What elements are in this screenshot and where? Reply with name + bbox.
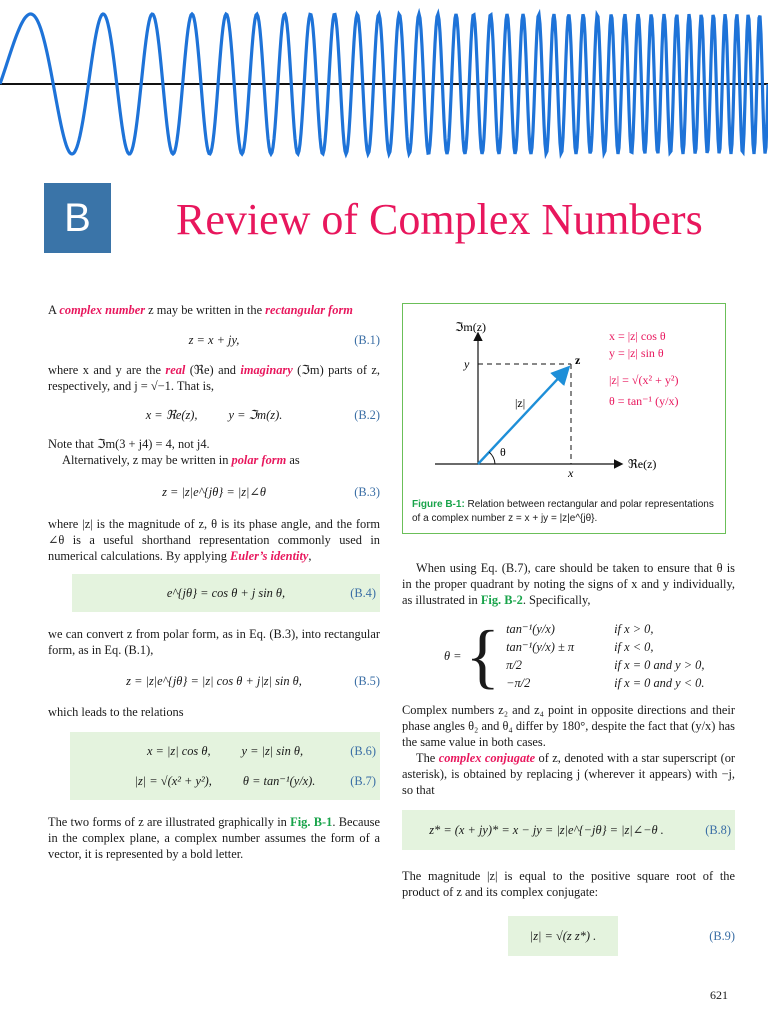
case-condition: if x = 0 and y < 0. bbox=[614, 676, 705, 690]
paragraph-relations: which leads to the relations bbox=[48, 705, 184, 719]
paragraph-magnitude: The magnitude |z| is equal to the positive square root of the product of z and its complex conjugate: bbox=[402, 869, 735, 899]
case-row bbox=[500, 620, 710, 638]
z-label: z bbox=[575, 353, 581, 367]
equation-b3: z = |z|e^{jθ} = |z|∠θ (B.3) bbox=[162, 485, 380, 499]
equation-b2: x = ℜe(z), y = ℑm(z). (B.2) bbox=[145, 408, 380, 422]
equation-b1: z = x + jy, (B.1) bbox=[188, 333, 380, 347]
case-condition: if x = 0 and y > 0, bbox=[614, 658, 705, 672]
im-axis-label: ℑm(z) bbox=[455, 320, 487, 334]
case-row bbox=[500, 638, 710, 656]
paragraph-quadrant: When using Eq. (B.7), care should be taken to ensure that θ is in the proper quadrant by noting the signs of x and y individually, as illustrated in Fig. B-2. Specifically, bbox=[402, 561, 735, 607]
z-vector bbox=[478, 369, 567, 464]
y-label: y bbox=[464, 357, 470, 371]
paragraph-polar: Alternatively, z may be written in polar form as bbox=[62, 453, 300, 467]
page-number: 621 bbox=[710, 988, 728, 1002]
paragraph-real-imag: where x and y are the real (ℜe) and imaginary (ℑm) parts of z, respectively, and j = √−1. That is, bbox=[48, 363, 380, 393]
equation-b6: x = |z| cos θ, y = |z| sin θ, (B.6) bbox=[146, 744, 376, 758]
eq-y-label: y = |z| sin θ bbox=[609, 346, 664, 360]
figure-b1-caption: Figure B-1: Relation between rectangular and polar representations of a complex number z = x + jy = |z|e^{jθ}. bbox=[412, 499, 714, 524]
theta-label: θ bbox=[500, 445, 506, 459]
paragraph-graphical: The two forms of z are illustrated graphically in Fig. B-1. Because in the complex plane, a complex number assumes the form of a vector, it is represented by a bold letter. bbox=[48, 815, 380, 861]
equation-b5: z = |z|e^{jθ} = |z| cos θ + j|z| sin θ, (B.5) bbox=[126, 674, 380, 688]
case-expression: tan⁻¹(y/x) ± π bbox=[506, 640, 575, 654]
equation-theta-cases: θ = { tan⁻¹(y/x) if x > 0, tan⁻¹(y/x) ± π if x < 0, π/2 if x = 0 and y > 0, −π/2 if x = 0 and y < 0. bbox=[444, 620, 735, 692]
figure-b2-link[interactable]: Fig. B-2 bbox=[480, 593, 523, 607]
wave-banner bbox=[0, 0, 768, 185]
paragraph-euler: where |z| is the magnitude of z, θ is its phase angle, and the form ∠θ is a useful shorthand representation commonly used in numerical calculations. By applying Euler’s identity, bbox=[48, 517, 380, 563]
figure-b1-link[interactable]: Fig. B-1 bbox=[290, 815, 333, 829]
case-expression: π/2 bbox=[506, 658, 522, 672]
case-condition: if x < 0, bbox=[614, 640, 654, 654]
paragraph-opposite: Complex numbers z₂ and z₄ point in opposite directions and their phase angles θ₂ and θ₄ differ by 180°, despite the fact that (y/x) has the same value in both cases. bbox=[402, 703, 735, 749]
x-label: x bbox=[568, 466, 574, 480]
left-column bbox=[48, 302, 380, 862]
case-row bbox=[500, 674, 710, 692]
paragraph-intro: A complex number z may be written in the rectangular form bbox=[48, 303, 353, 317]
case-condition: if x > 0, bbox=[614, 622, 654, 636]
paragraph-conjugate: The complex conjugate of z, denoted with a star superscript (or asterisk), is obtained by replacing j (wherever it appears) with −j, so that bbox=[402, 751, 736, 797]
right-column bbox=[402, 560, 735, 956]
chapter-letter-badge: B bbox=[44, 183, 111, 253]
magnitude-label: |z| bbox=[515, 396, 526, 410]
chapter-title: Review of Complex Numbers bbox=[176, 195, 703, 244]
case-expression: −π/2 bbox=[506, 676, 531, 690]
case-row bbox=[500, 656, 710, 674]
re-axis-label: ℜe(z) bbox=[628, 457, 657, 471]
eq-theta-label: θ = tan⁻¹ (y/x) bbox=[609, 394, 679, 408]
theta-arc bbox=[489, 452, 495, 464]
equation-b8: z* = (x + jy)* = x − jy = |z|e^{−jθ} = |z|∠−θ . (B.8) bbox=[402, 810, 735, 850]
equation-b4: e^{jθ} = cos θ + j sin θ, (B.4) bbox=[72, 574, 380, 612]
paragraph-note: Note that ℑm(3 + j4) = 4, not j4. bbox=[48, 437, 210, 451]
paragraph-convert: we can convert z from polar form, as in Eq. (B.3), into rectangular form, as in Eq. (B.1), bbox=[48, 627, 380, 657]
eq-mag-label: |z| = √(x² + y²) bbox=[609, 373, 679, 387]
equation-b7: |z| = √(x² + y²), θ = tan⁻¹(y/x). (B.7) bbox=[134, 774, 376, 788]
eq-x-label: x = |z| cos θ bbox=[609, 329, 666, 343]
equation-b9: |z| = √(z z*) . (B.9) bbox=[402, 916, 735, 956]
equation-box-b6-b7 bbox=[70, 732, 380, 800]
cases-table bbox=[500, 620, 710, 692]
case-expression: tan⁻¹(y/x) bbox=[506, 622, 555, 636]
